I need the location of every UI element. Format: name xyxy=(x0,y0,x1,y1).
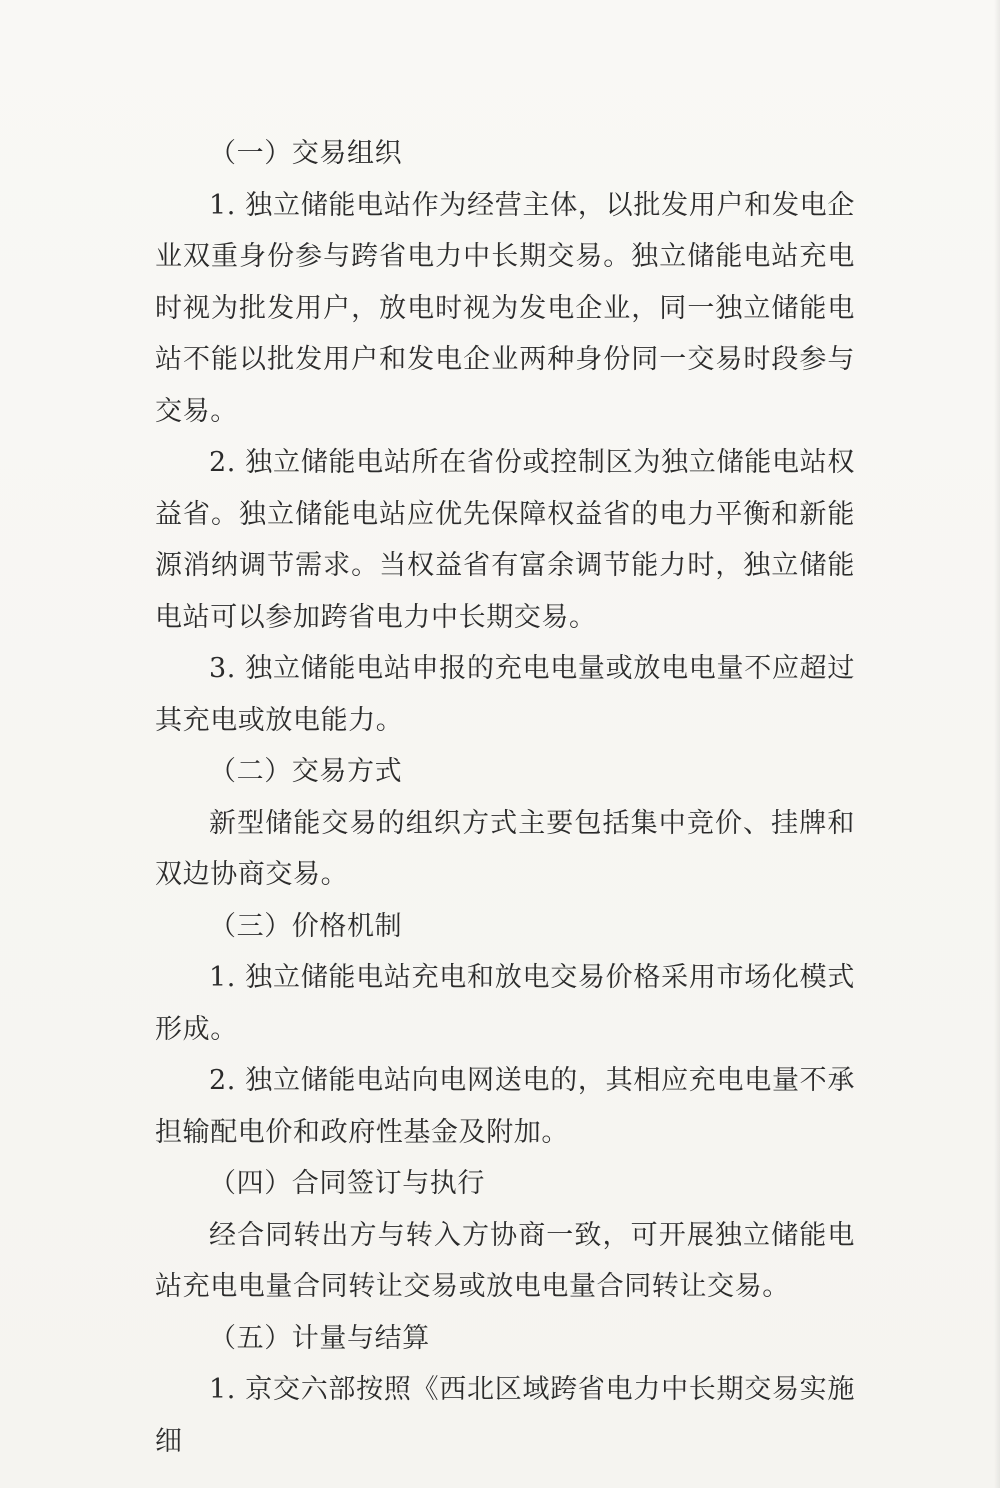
paragraph-5-1: 1. 京交六部按照《西北区域跨省电力中长期交易实施细 xyxy=(155,1374,855,1457)
paragraph-3-2: 2. 独立储能电站向电网送电的，其相应充电电量不承担输配电价和政府性基金及附加。 xyxy=(155,1065,855,1148)
paragraph-2-1: 新型储能交易的组织方式主要包括集中竞价、挂牌和双边协商交易。 xyxy=(155,807,855,890)
section-heading-5: （五）计量与结算 xyxy=(209,1322,430,1354)
paragraph-1-1: 1. 独立储能电站作为经营主体，以批发用户和发电企业双重身份参与跨省电力中长期交易。独立储能电站充电时视为批发用户，放电时视为发电企业，同一独立储能电站不能以批发用户和发电企业两种身份同一交易时段参与交易。 xyxy=(155,189,855,427)
document-body xyxy=(155,128,855,1467)
section-heading-4: （四）合同签订与执行 xyxy=(209,1168,485,1199)
paragraph-1-2: 2. 独立储能电站所在省份或控制区为独立储能电站权益省。独立储能电站应优先保障权益省的电力平衡和新能源消纳调节需求。当权益省有富余调节能力时，独立储能电站可以参加跨省电力中长期交易。 xyxy=(155,447,855,633)
paragraph-4-1: 经合同转出方与转入方协商一致，可开展独立储能电站充电电量合同转让交易或放电电量合同转让交易。 xyxy=(155,1219,855,1302)
section-heading-1: （一）交易组织 xyxy=(209,138,403,169)
page-edge-shadow xyxy=(994,0,1000,1488)
paragraph-3-1: 1. 独立储能电站充电和放电交易价格采用市场化模式形成。 xyxy=(155,962,855,1045)
section-heading-2: （二）交易方式 xyxy=(209,756,403,787)
section-heading-3: （三）价格机制 xyxy=(209,910,403,942)
paragraph-1-3: 3. 独立储能电站申报的充电电量或放电电量不应超过其充电或放电能力。 xyxy=(155,653,855,736)
